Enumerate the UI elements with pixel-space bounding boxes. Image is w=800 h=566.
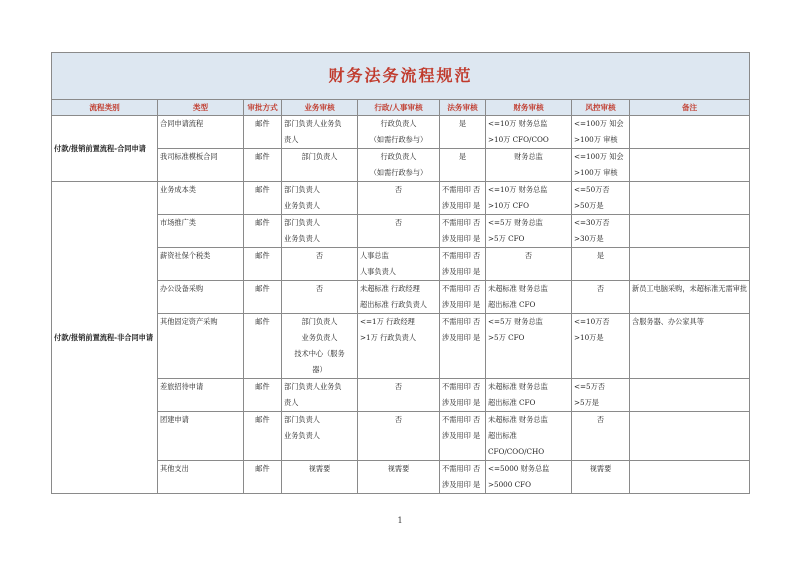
finance-line: <=10万 财务总监 (488, 185, 548, 194)
legal-cell (440, 281, 486, 314)
note-cell (630, 215, 750, 248)
admin-cell (358, 182, 440, 215)
method-cell: 邮件 (244, 281, 282, 314)
business-line: 部门负责人 (284, 185, 320, 194)
method-cell: 邮件 (244, 149, 282, 182)
finance-line: <=10万 财务总监 (488, 119, 548, 128)
admin-line: 视需要 (387, 464, 410, 473)
category-cell: 付款/报销前置流程-非合同申请 (52, 182, 158, 494)
type-cell: 业务成本类 (158, 182, 244, 215)
business-cell (282, 182, 358, 215)
business-line: 技术中心（服务 (294, 349, 345, 358)
finance-line: 超出标准 CFO (488, 300, 536, 309)
legal-cell (440, 314, 486, 379)
admin-line: 否 (394, 218, 403, 227)
finance-cell (486, 149, 572, 182)
note-cell (630, 379, 750, 412)
legal-line: 不需用印 否 (442, 415, 481, 424)
risk-cell (572, 281, 630, 314)
finance-line: >5万 CFO (488, 234, 525, 243)
legal-line: 涉及用印 是 (442, 234, 481, 243)
finance-line: 未超标准 财务总监 (488, 382, 548, 391)
risk-cell (572, 182, 630, 215)
legal-cell (440, 248, 486, 281)
process-table (51, 52, 750, 494)
finance-line: >10万 CFO (488, 201, 530, 210)
finance-line: 未超标准 财务总监 (488, 284, 548, 293)
table-row (52, 182, 750, 215)
note-cell (630, 412, 750, 461)
type-cell: 其他支出 (158, 461, 244, 494)
note-cell (630, 281, 750, 314)
risk-line: 视需要 (589, 464, 612, 473)
legal-line: 涉及用印 是 (442, 480, 481, 489)
business-line: 业务负责人 (284, 234, 320, 243)
risk-line: 否 (596, 415, 605, 424)
note-cell (630, 461, 750, 494)
business-line: 业务负责人 (301, 333, 338, 342)
legal-line: 涉及用印 是 (442, 201, 481, 210)
admin-cell (358, 379, 440, 412)
business-line: 部门负责人 (284, 415, 320, 424)
finance-line: 超出标准 CFO (488, 398, 536, 407)
finance-cell (486, 248, 572, 281)
header-category: 流程类别 (52, 100, 158, 116)
header-row (52, 100, 750, 116)
risk-cell (572, 379, 630, 412)
legal-line: 涉及用印 是 (442, 431, 481, 440)
note-cell (630, 248, 750, 281)
finance-cell (486, 412, 572, 461)
finance-line: 否 (524, 251, 533, 260)
legal-cell (440, 215, 486, 248)
finance-line: <=5万 财务总监 (488, 317, 543, 326)
method-cell: 邮件 (244, 461, 282, 494)
risk-line: >30万是 (574, 234, 604, 243)
admin-line: 行政负责人 (380, 119, 417, 128)
finance-line: 未超标准 财务总监 (488, 415, 548, 424)
method-cell: 邮件 (244, 116, 282, 149)
finance-line: 财务总监 (514, 152, 543, 161)
admin-cell (358, 314, 440, 379)
finance-cell (486, 379, 572, 412)
risk-cell (572, 149, 630, 182)
finance-cell (486, 215, 572, 248)
risk-line: >5万是 (574, 398, 599, 407)
business-line: 否 (315, 284, 324, 293)
business-cell (282, 412, 358, 461)
finance-cell (486, 182, 572, 215)
finance-line: CFO/COO/CHO (488, 447, 545, 456)
admin-line: 否 (394, 185, 403, 194)
risk-line: >10万是 (574, 333, 604, 342)
legal-line: 不需用印 否 (442, 251, 481, 260)
legal-line: 不需用印 否 (442, 185, 481, 194)
business-line: 部门负责人 (284, 218, 320, 227)
business-cell (282, 116, 358, 149)
business-cell (282, 215, 358, 248)
finance-cell (486, 116, 572, 149)
business-cell (282, 149, 358, 182)
risk-cell (572, 248, 630, 281)
business-line: 业务负责人 (284, 431, 320, 440)
admin-line: 否 (394, 382, 403, 391)
admin-cell (358, 149, 440, 182)
admin-line: <=1万 行政经理 (360, 317, 415, 326)
table-body (52, 116, 750, 494)
risk-line: <=50万否 (574, 185, 610, 194)
admin-cell (358, 215, 440, 248)
legal-line: 不需用印 否 (442, 284, 481, 293)
header-method: 审批方式 (244, 100, 282, 116)
business-cell (282, 461, 358, 494)
finance-line: <=5万 财务总监 (488, 218, 543, 227)
finance-line: >10万 CFO/COO (488, 135, 549, 144)
method-cell: 邮件 (244, 215, 282, 248)
legal-cell (440, 461, 486, 494)
legal-cell (440, 379, 486, 412)
type-cell: 差旅招待申请 (158, 379, 244, 412)
type-cell: 办公设备采购 (158, 281, 244, 314)
method-cell: 邮件 (244, 412, 282, 461)
legal-line: 不需用印 否 (442, 464, 481, 473)
risk-line: <=5万否 (574, 382, 605, 391)
finance-line: >5万 CFO (488, 333, 525, 342)
legal-line: 是 (458, 152, 467, 161)
admin-line: （如需行政参与） (369, 168, 428, 177)
business-line: 业务负责人 (284, 201, 320, 210)
business-line: 部门负责人 (301, 152, 338, 161)
admin-line: 人事负责人 (360, 267, 396, 276)
admin-cell (358, 281, 440, 314)
business-line: 视需要 (308, 464, 331, 473)
admin-cell (358, 461, 440, 494)
finance-line: <=5000 财务总监 (488, 464, 550, 473)
legal-cell (440, 182, 486, 215)
admin-line: >1万 行政负责人 (360, 333, 417, 342)
admin-cell (358, 412, 440, 461)
admin-cell (358, 116, 440, 149)
risk-cell (572, 215, 630, 248)
legal-cell (440, 412, 486, 461)
business-line: 否 (315, 251, 324, 260)
category-cell: 付款/报销前置流程-合同申请 (52, 116, 158, 182)
risk-line: >50万是 (574, 201, 604, 210)
legal-line: 不需用印 否 (442, 317, 481, 326)
risk-line: <=100万 知会 (574, 152, 624, 161)
table-row (52, 116, 750, 149)
risk-line: 否 (596, 284, 605, 293)
note-cell (630, 149, 750, 182)
business-line: 责人 (284, 135, 299, 144)
business-cell (282, 314, 358, 379)
business-line: 部门负责人 (301, 317, 338, 326)
note-line: 含服务器、办公家具等 (632, 317, 704, 326)
note-cell (630, 182, 750, 215)
risk-line: <=30万否 (574, 218, 610, 227)
admin-line: 超出标准 行政负责人 (360, 300, 427, 309)
header-note: 备注 (630, 100, 750, 116)
legal-line: 涉及用印 是 (442, 333, 481, 342)
admin-line: 未超标准 行政经理 (360, 284, 420, 293)
document-sheet (51, 52, 749, 494)
business-line: 责人 (284, 398, 299, 407)
type-cell: 合同申请流程 (158, 116, 244, 149)
method-cell: 邮件 (244, 379, 282, 412)
finance-cell (486, 281, 572, 314)
legal-cell (440, 116, 486, 149)
admin-line: （如需行政参与） (369, 135, 428, 144)
business-line: 部门负责人业务负 (284, 119, 342, 128)
admin-cell (358, 248, 440, 281)
header-type: 类型 (158, 100, 244, 116)
risk-cell (572, 461, 630, 494)
finance-line: >5000 CFO (488, 480, 531, 489)
legal-line: 涉及用印 是 (442, 398, 481, 407)
admin-line: 否 (394, 415, 403, 424)
page-number: 1 (397, 516, 403, 525)
risk-cell (572, 116, 630, 149)
admin-line: 行政负责人 (380, 152, 417, 161)
type-cell: 薪资社保个税类 (158, 248, 244, 281)
business-cell (282, 281, 358, 314)
legal-cell (440, 149, 486, 182)
page-title: 财务法务流程规范 (52, 53, 750, 100)
header-risk: 风控审核 (572, 100, 630, 116)
legal-line: 是 (458, 119, 467, 128)
note-line: 新员工电脑采购，未超标准无需审批 (632, 284, 748, 293)
risk-line: >100万 审核 (574, 135, 618, 144)
finance-cell (486, 314, 572, 379)
method-cell: 邮件 (244, 248, 282, 281)
risk-line: <=10万否 (574, 317, 610, 326)
legal-line: 涉及用印 是 (442, 267, 481, 276)
risk-line: <=100万 知会 (574, 119, 624, 128)
finance-cell (486, 461, 572, 494)
note-cell (630, 314, 750, 379)
risk-line: >100万 审核 (574, 168, 618, 177)
finance-line: 超出标准 (488, 431, 517, 440)
risk-cell (572, 314, 630, 379)
header-finance: 财务审核 (486, 100, 572, 116)
method-cell: 邮件 (244, 182, 282, 215)
risk-cell (572, 412, 630, 461)
business-line: 器） (312, 365, 327, 374)
business-line: 部门负责人业务负 (284, 382, 342, 391)
legal-line: 不需用印 否 (442, 382, 481, 391)
admin-line: 人事总监 (360, 251, 389, 260)
type-cell: 团建申请 (158, 412, 244, 461)
header-legal: 法务审核 (440, 100, 486, 116)
business-cell (282, 379, 358, 412)
business-cell (282, 248, 358, 281)
method-cell: 邮件 (244, 314, 282, 379)
legal-line: 涉及用印 是 (442, 300, 481, 309)
legal-line: 不需用印 否 (442, 218, 481, 227)
header-business: 业务审核 (282, 100, 358, 116)
note-cell (630, 116, 750, 149)
type-cell: 市场推广类 (158, 215, 244, 248)
type-cell: 我司标准模板合同 (158, 149, 244, 182)
header-admin: 行政/人事审核 (358, 100, 440, 116)
risk-line: 是 (596, 251, 605, 260)
type-cell: 其他固定资产采购 (158, 314, 244, 379)
